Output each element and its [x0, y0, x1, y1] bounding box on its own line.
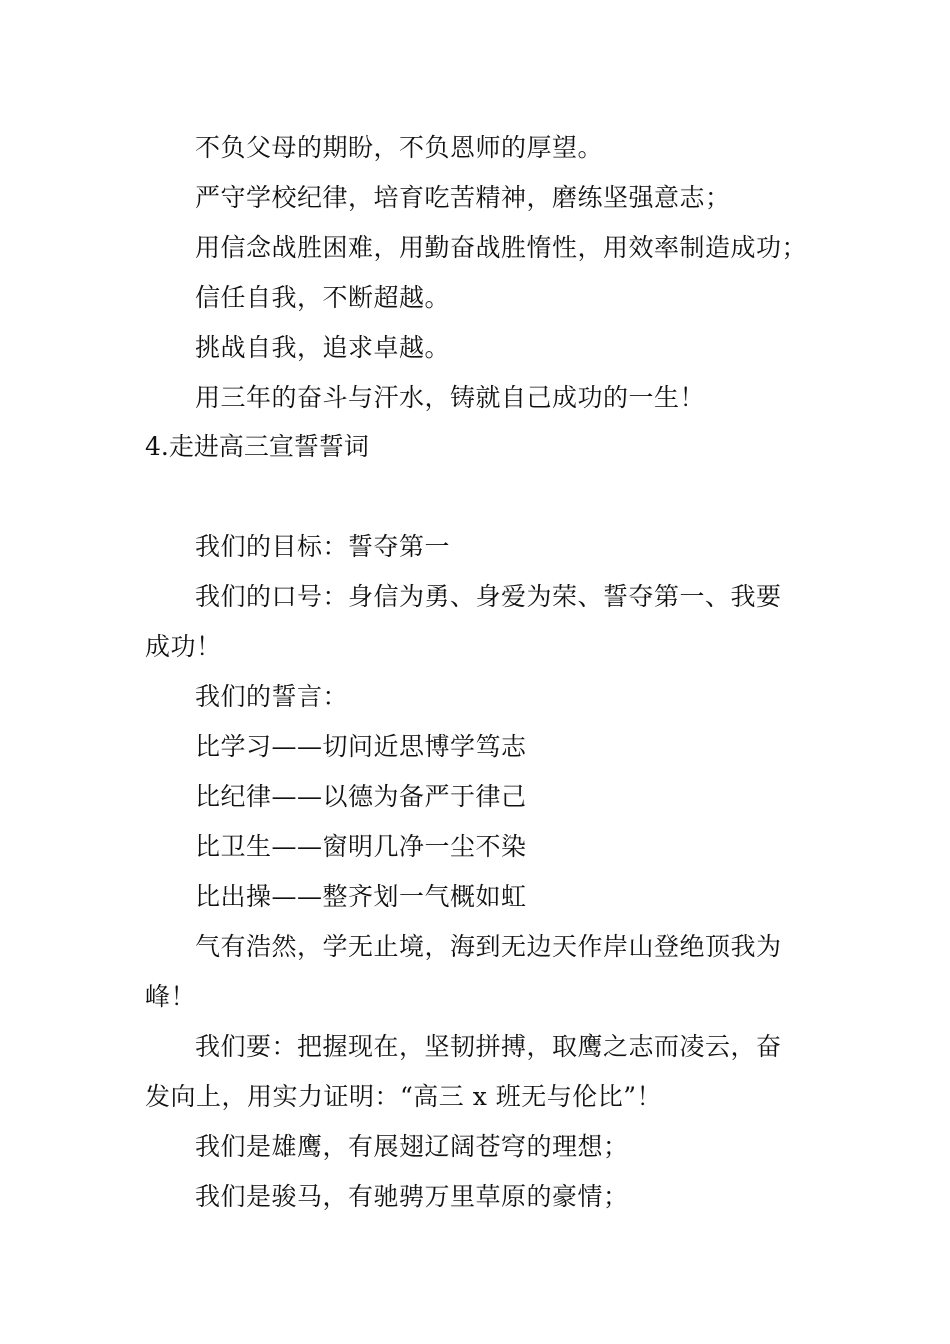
paragraph-line: 用三年的奋斗与汗水，铸就自己成功的一生！: [195, 383, 706, 412]
spirit-line: 气有浩然，学无止境，海到无边天作岸山登绝顶我为: [195, 932, 782, 961]
goal-line: 我们的目标：誓夺第一: [195, 532, 451, 561]
oath-item: 比出操——整齐划一气概如虹: [195, 882, 527, 911]
slogan-line-continued: 成功！: [145, 632, 222, 661]
horse-line: 我们是骏马，有驰骋万里草原的豪情；: [195, 1182, 629, 1211]
section-heading: 4.走进高三宣誓誓词: [145, 432, 369, 461]
paragraph-line: 不负父母的期盼，不负恩师的厚望。: [195, 133, 604, 162]
paragraph-line: 信任自我，不断超越。: [195, 283, 451, 312]
eagle-line: 我们是雄鹰，有展翅辽阔苍穹的理想；: [195, 1132, 629, 1161]
paragraph-line: 严守学校纪律，培育吃苦精神，磨练坚强意志；: [195, 183, 731, 212]
resolve-line: 我们要：把握现在，坚韧拼搏，取鹰之志而凌云，奋: [195, 1032, 782, 1061]
oath-item: 比纪律——以德为备严于律己: [195, 782, 527, 811]
resolve-line-continued: 发向上，用实力证明：“高三 x 班无与伦比”！: [145, 1082, 663, 1111]
oath-label: 我们的誓言：: [195, 682, 349, 711]
oath-item: 比卫生——窗明几净一尘不染: [195, 832, 527, 861]
paragraph-line: 用信念战胜困难，用勤奋战胜惰性，用效率制造成功；: [195, 233, 808, 262]
paragraph-line: 挑战自我，追求卓越。: [195, 333, 451, 362]
spirit-line-continued: 峰！: [145, 982, 197, 1011]
oath-item: 比学习——切问近思博学笃志: [195, 732, 527, 761]
slogan-line: 我们的口号：身信为勇、身爱为荣、誓夺第一、我要: [195, 582, 782, 611]
